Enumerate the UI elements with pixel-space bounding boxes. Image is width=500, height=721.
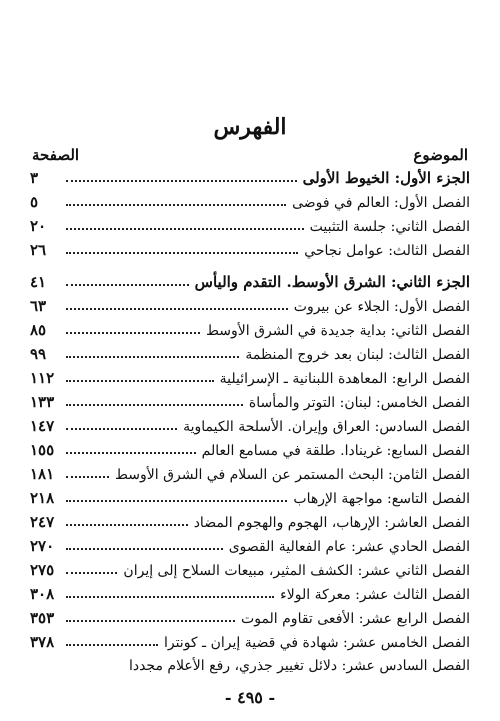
toc-entry-title: الفصل التاسع: مواجهة الإرهاب <box>293 491 470 507</box>
toc-chapter-row <box>30 462 470 486</box>
toc-page-number: ٢٦ <box>30 241 47 259</box>
toc-chapter-row <box>30 414 470 438</box>
toc-entry-title: الفصل الثاني: جلسة التثبيت <box>309 219 470 235</box>
page-number-footer: - ٤٩٥ - <box>224 688 276 707</box>
toc-chapter-row <box>30 510 470 534</box>
dot-leader <box>66 428 177 430</box>
toc-chapter-row <box>30 654 470 678</box>
dot-leader <box>66 204 286 206</box>
toc-entry-title: الجزء الثاني: الشرق الأوسط. التقدم واليأس <box>194 273 470 291</box>
table-of-contents <box>30 166 470 678</box>
toc-entry-title: الفصل السابع: غرينادا. طلقة في مسامع العالم <box>201 443 470 459</box>
toc-chapter-row <box>30 366 470 390</box>
dot-leader <box>66 548 223 550</box>
dot-leader <box>66 332 200 334</box>
toc-page-number: ١٥٥ <box>30 441 55 459</box>
toc-page-number: ٣٥٣ <box>30 609 55 627</box>
dot-leader <box>66 524 188 526</box>
toc-entry-title: الفصل السادس عشر: دلائل تغيير جذري، رفع الأعلام مجددا <box>128 658 470 674</box>
dot-leader <box>66 500 287 502</box>
toc-chapter-row <box>30 486 470 510</box>
dot-leader <box>66 620 235 622</box>
dot-leader <box>66 284 189 286</box>
dot-leader <box>66 644 158 646</box>
toc-part-row <box>30 270 470 294</box>
toc-entry-title: الفصل الثامن: البحث المستمر عن السلام في الشرق الأوسط <box>115 467 470 483</box>
toc-entry-title: الفصل الخامس: لبنان: التوتر والمأساة <box>248 395 470 411</box>
toc-entry-title: الفصل الأول: الجلاء عن بيروت <box>293 299 470 315</box>
toc-entry-title: الفصل الثاني عشر: الكشف المثير، مبيعات السلاح إلى إيران <box>123 563 470 579</box>
dot-leader <box>66 180 297 182</box>
page-title: الفهرس <box>213 114 287 140</box>
toc-entry-title: الفصل الأول: العالم في فوضى <box>292 195 470 211</box>
toc-entry-title: الفصل الرابع: المعاهدة اللبنانية ـ الإسرائيلية <box>219 371 470 387</box>
dot-leader <box>66 572 117 574</box>
toc-entry-title: الفصل السادس: العراق وإيران. الأسلحة الكيماوية <box>183 419 470 435</box>
toc-page-number: ١٣٣ <box>30 393 55 411</box>
toc-page-number: ٢٧٠ <box>30 537 55 555</box>
toc-page-number: ١١٢ <box>30 369 55 387</box>
toc-entry-title: الفصل الثاني: بداية جديدة في الشرق الأوسط <box>206 323 470 339</box>
toc-entry-title: الفصل العاشر: الإرهاب، الهجوم والهجوم المضاد <box>193 515 470 531</box>
toc-page-number: ٨٥ <box>30 321 47 339</box>
toc-chapter-row <box>30 606 470 630</box>
toc-chapter-row <box>30 630 470 654</box>
dot-leader <box>66 452 196 454</box>
toc-chapter-row <box>30 558 470 582</box>
toc-entry-title: الفصل الخامس عشر: شهادة في قضية إيران ـ كونترا <box>163 635 470 651</box>
dot-leader <box>66 308 288 310</box>
toc-chapter-row <box>30 214 470 238</box>
toc-chapter-row <box>30 190 470 214</box>
toc-entry-title: الجزء الأول: الخيوط الأولى <box>302 169 470 187</box>
dot-leader <box>66 356 239 358</box>
toc-chapter-row <box>30 318 470 342</box>
toc-entry-title: الفصل الثالث: عوامل نجاحي <box>304 243 470 259</box>
toc-page-number: ١٤٧ <box>30 417 55 435</box>
toc-page-number: ٥ <box>30 193 39 211</box>
toc-page-number: ٢١٨ <box>30 489 55 507</box>
toc-page-number: ٣ <box>30 169 39 187</box>
toc-page-number: ٤١ <box>30 273 47 291</box>
toc-page-number: ٩٩ <box>30 345 47 363</box>
toc-entry-title: الفصل الرابع عشر: الأفعى تقاوم الموت <box>241 611 470 627</box>
toc-entry-title: الفصل الثالث عشر: معركة الولاء <box>280 587 470 603</box>
dot-leader <box>66 380 214 382</box>
toc-entry-title: الفصل الثالث: لبنان بعد خروج المنظمة <box>245 347 470 363</box>
toc-page-number: ٢٧٥ <box>30 561 55 579</box>
toc-entry-title: الفصل الحادي عشر: عام الفعالية القصوى <box>228 539 470 555</box>
toc-page-number: ٦٣ <box>30 297 47 315</box>
dot-leader <box>66 596 274 598</box>
toc-page-number: ٣٧٨ <box>30 633 55 651</box>
dot-leader <box>66 404 243 406</box>
dot-leader <box>66 476 109 478</box>
toc-chapter-row <box>30 438 470 462</box>
toc-chapter-row <box>30 342 470 366</box>
toc-page-number: ٣٠٨ <box>30 585 55 603</box>
column-header-topic: الموضوع <box>413 146 468 164</box>
toc-chapter-row <box>30 582 470 606</box>
toc-part-row <box>30 166 470 190</box>
dot-leader <box>66 228 304 230</box>
toc-page-number: ١٨١ <box>30 465 55 483</box>
toc-page-number: ٢٤٧ <box>30 513 55 531</box>
toc-chapter-row <box>30 238 470 262</box>
column-header-page: الصفحة <box>32 146 80 164</box>
toc-chapter-row <box>30 534 470 558</box>
dot-leader <box>66 252 298 254</box>
toc-chapter-row <box>30 390 470 414</box>
toc-page-number: ٢٠ <box>30 217 47 235</box>
toc-chapter-row <box>30 294 470 318</box>
